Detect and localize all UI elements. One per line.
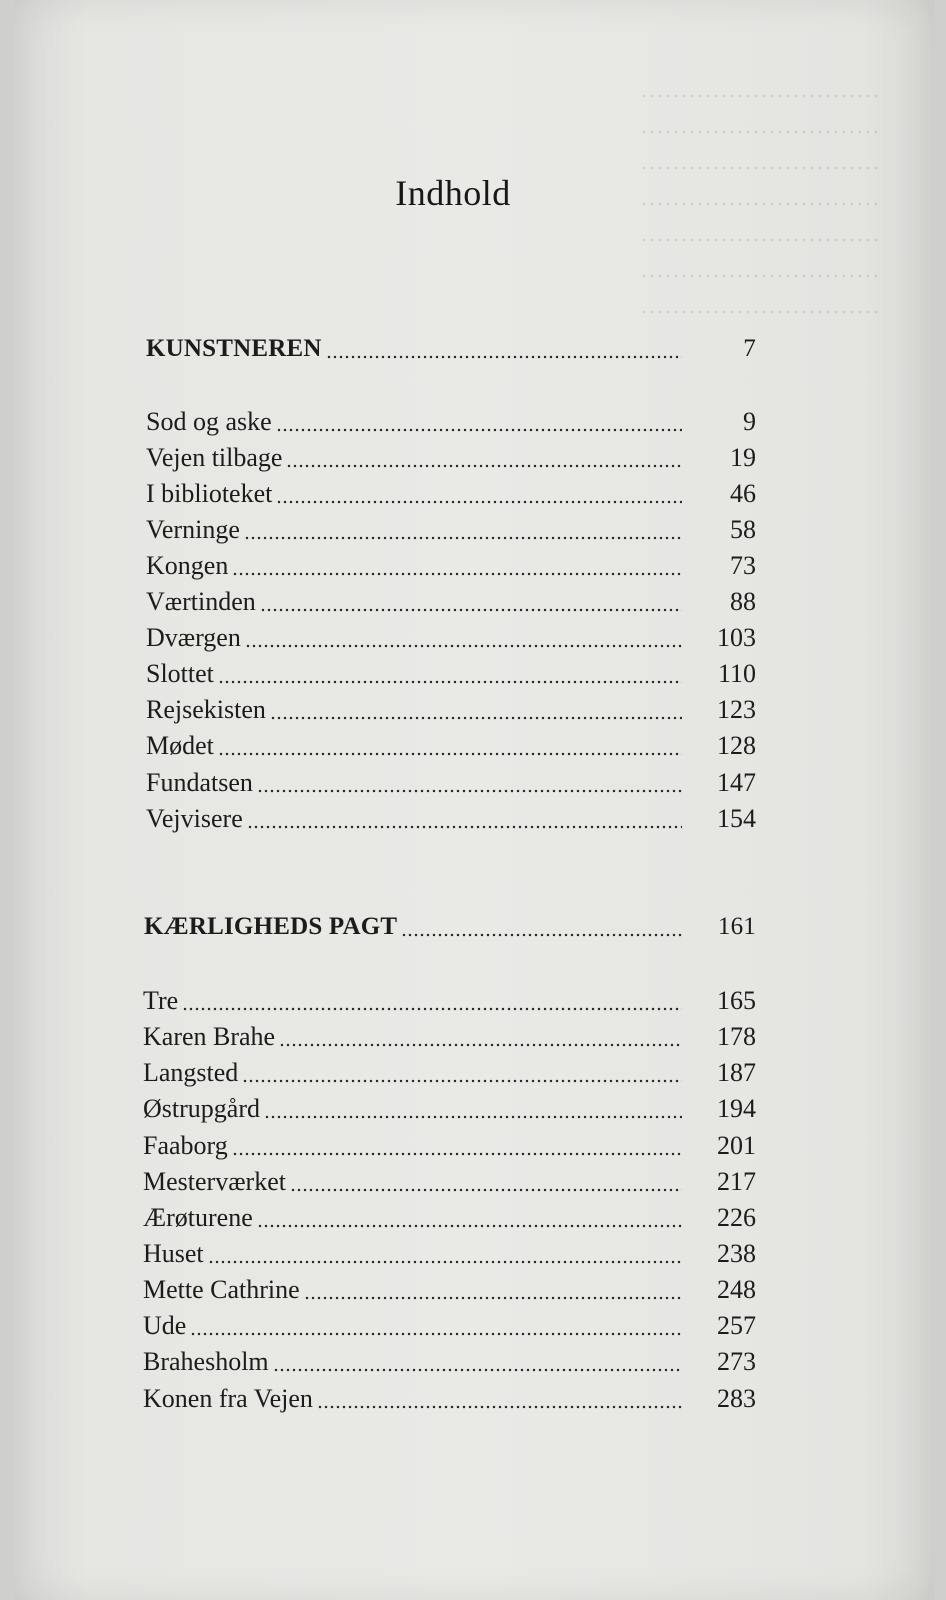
chapter-page-number: 110 <box>717 659 756 688</box>
toc-entry[interactable] <box>146 727 756 761</box>
chapter-page-number: 19 <box>730 443 756 472</box>
toc-entry[interactable] <box>143 982 756 1016</box>
chapter-page-number: 187 <box>717 1058 756 1087</box>
chapter-title: Østrupgård <box>143 1094 260 1123</box>
chapter-title: Tre <box>143 986 179 1015</box>
chapter-page-number: 165 <box>717 986 756 1015</box>
chapter-title: Mette Cathrine <box>143 1275 300 1304</box>
dot-leader <box>326 336 682 360</box>
chapter-page-number: 238 <box>717 1239 756 1268</box>
dot-leader <box>273 1349 682 1373</box>
chapter-page-number: 194 <box>717 1094 756 1123</box>
chapter-title: Huset <box>143 1239 204 1268</box>
chapter-page-number: 217 <box>717 1167 756 1196</box>
dot-leader <box>218 733 682 757</box>
chapter-title: Kongen <box>146 551 229 580</box>
toc-entry[interactable] <box>146 403 756 437</box>
section-heading: KUNSTNEREN <box>146 335 322 362</box>
dot-leader <box>242 1060 682 1084</box>
chapter-page-number: 154 <box>717 804 756 833</box>
chapter-page-number: 88 <box>730 587 756 616</box>
dot-leader <box>208 1241 682 1265</box>
dot-leader <box>182 988 682 1012</box>
chapter-title: Brahesholm <box>143 1347 269 1376</box>
toc-entry[interactable] <box>143 1199 756 1233</box>
toc-section-kaerligheds-pagt[interactable] <box>144 908 756 942</box>
chapter-title: Ude <box>143 1311 187 1340</box>
chapter-title: Vejvisere <box>146 804 243 833</box>
chapter-page-number: 178 <box>717 1022 756 1051</box>
toc-entry[interactable] <box>146 547 756 581</box>
chapter-page-number: 46 <box>730 479 756 508</box>
chapter-page-number: 273 <box>717 1347 756 1376</box>
chapter-title: Mødet <box>146 731 214 760</box>
toc-entry[interactable] <box>143 1018 756 1052</box>
dot-leader <box>276 481 682 505</box>
chapter-page-number: 103 <box>717 623 756 652</box>
chapter-page-number: 9 <box>743 407 756 436</box>
dot-leader <box>245 625 682 649</box>
dot-leader <box>304 1277 682 1301</box>
chapter-title: Mesterværket <box>143 1167 286 1196</box>
dot-leader <box>276 409 682 433</box>
toc-entry[interactable] <box>146 583 756 617</box>
dot-leader <box>244 517 682 541</box>
dot-leader <box>247 806 682 830</box>
dot-leader <box>286 445 682 469</box>
chapter-title: Konen fra Vejen <box>143 1384 313 1413</box>
chapter-page-number: 123 <box>717 695 756 724</box>
chapter-title: Langsted <box>143 1058 239 1087</box>
chapter-title: Dværgen <box>146 623 241 652</box>
dot-leader <box>257 770 682 794</box>
chapter-page-number: 201 <box>717 1131 756 1160</box>
chapter-title: Fundatsen <box>146 768 253 797</box>
dot-leader <box>260 589 682 613</box>
toc-entry[interactable] <box>146 764 756 798</box>
toc-entry[interactable] <box>143 1163 756 1197</box>
chapter-title: Slottet <box>146 659 214 688</box>
toc-entry[interactable] <box>143 1380 756 1414</box>
toc-entry[interactable] <box>146 655 756 689</box>
toc-entry[interactable] <box>143 1307 756 1341</box>
chapter-title: Karen Brahe <box>143 1022 276 1051</box>
chapter-page-number: 73 <box>730 551 756 580</box>
toc-entry[interactable] <box>143 1343 756 1377</box>
page-title: Indhold <box>395 173 511 213</box>
dot-leader <box>232 1133 682 1157</box>
section-page-number: 161 <box>717 913 756 940</box>
dot-leader <box>317 1386 682 1410</box>
chapter-title: Værtinden <box>146 587 256 616</box>
toc-entry[interactable] <box>143 1271 756 1305</box>
toc-section-kunstneren[interactable] <box>146 330 756 364</box>
toc-entry[interactable] <box>146 475 756 509</box>
section-heading: KÆRLIGHEDS PAGT <box>144 913 398 940</box>
dot-leader <box>401 914 682 938</box>
toc-entry[interactable] <box>146 691 756 725</box>
dot-leader <box>190 1313 682 1337</box>
chapter-title: Ærøturene <box>143 1203 253 1232</box>
chapter-page-number: 128 <box>717 731 756 760</box>
dot-leader <box>218 661 682 685</box>
chapter-page-number: 58 <box>730 515 756 544</box>
dot-leader <box>290 1169 682 1193</box>
chapter-page-number: 248 <box>717 1275 756 1304</box>
chapter-title: Faaborg <box>143 1131 228 1160</box>
chapter-page-number: 283 <box>717 1384 756 1413</box>
toc-entry[interactable] <box>143 1090 756 1124</box>
toc-entry[interactable] <box>146 439 756 473</box>
toc-entry[interactable] <box>146 619 756 653</box>
chapter-page-number: 147 <box>717 768 756 797</box>
chapter-page-number: 226 <box>717 1203 756 1232</box>
toc-entry[interactable] <box>143 1235 756 1269</box>
toc-entry[interactable] <box>143 1054 756 1088</box>
toc-entry[interactable] <box>143 1127 756 1161</box>
dot-leader <box>279 1024 682 1048</box>
toc-entry[interactable] <box>146 800 756 834</box>
dot-leader <box>264 1096 682 1120</box>
chapter-title: Verninge <box>146 515 240 544</box>
dot-leader <box>232 553 682 577</box>
section-page-number: 7 <box>743 335 756 362</box>
chapter-title: I biblioteket <box>146 479 273 508</box>
toc-entry[interactable] <box>146 511 756 545</box>
chapter-title: Rejsekisten <box>146 695 266 724</box>
dot-leader <box>257 1205 682 1229</box>
chapter-page-number: 257 <box>717 1311 756 1340</box>
dot-leader <box>270 697 682 721</box>
chapter-title: Sod og aske <box>146 407 272 436</box>
chapter-title: Vejen tilbage <box>146 443 283 472</box>
